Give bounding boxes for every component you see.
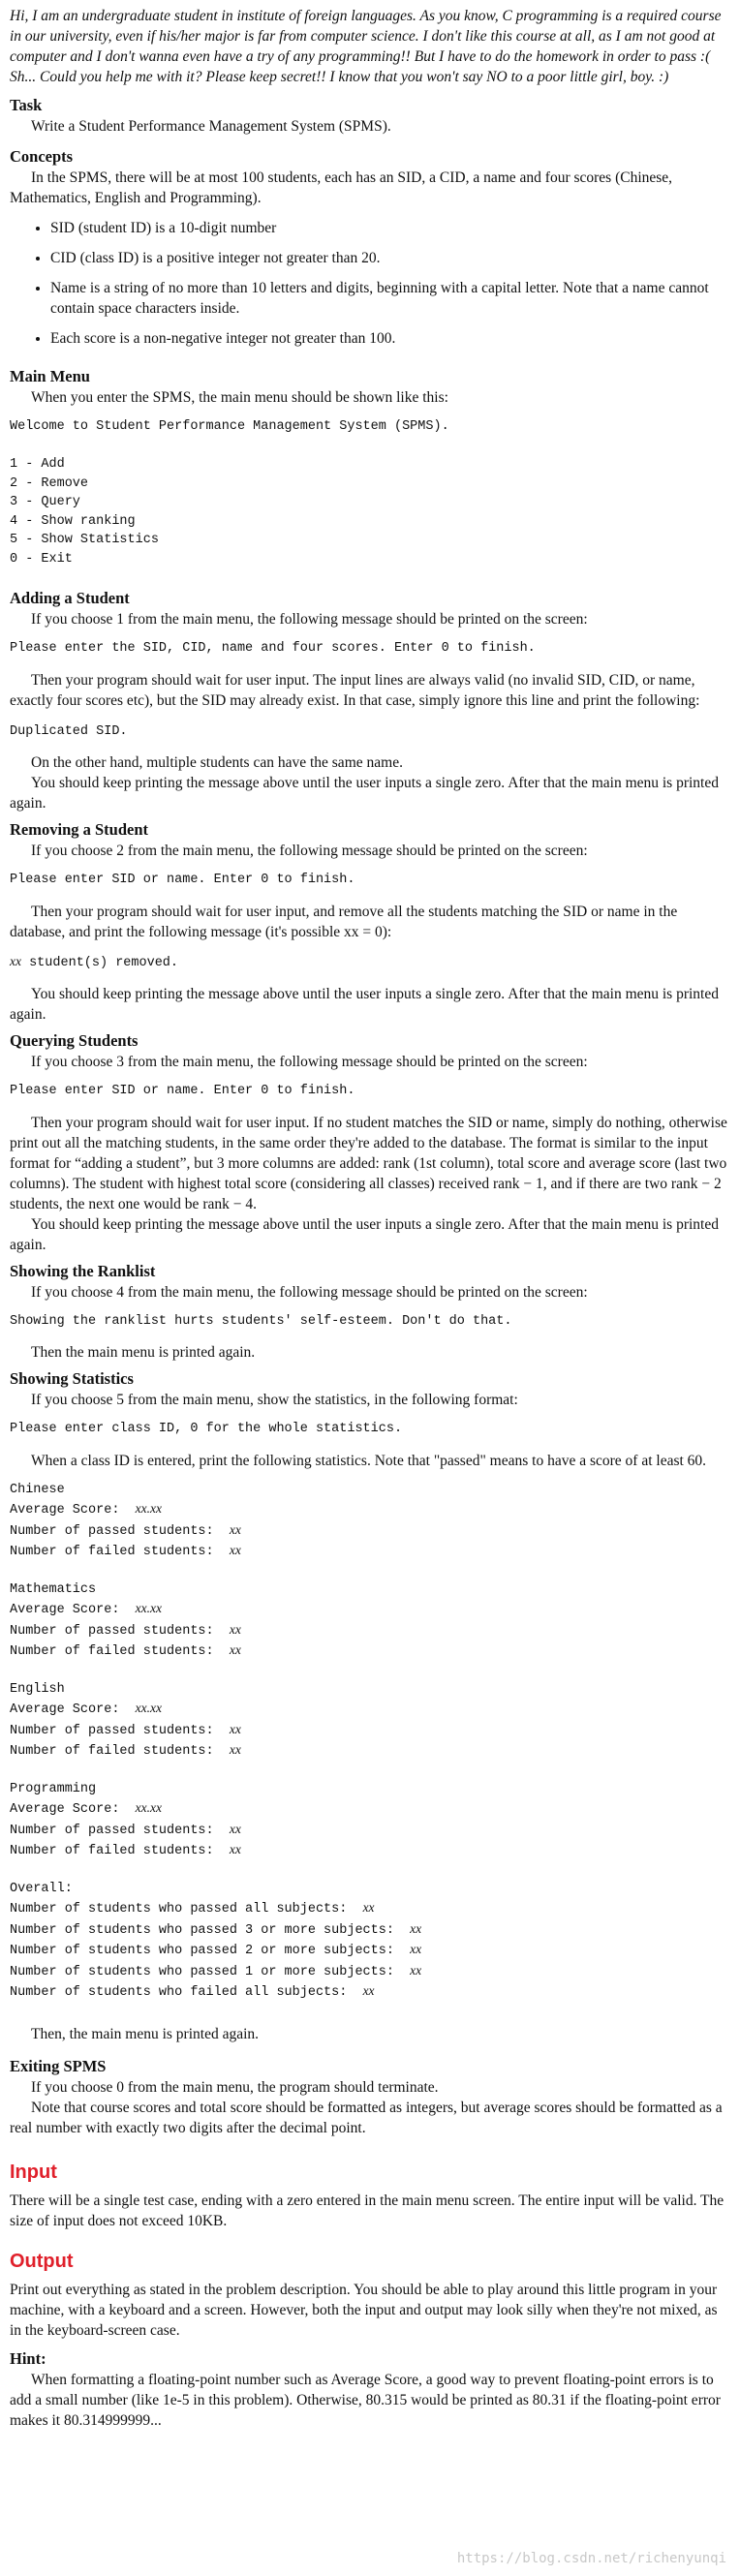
statistics-text-3: Then, the main menu is printed again. bbox=[31, 2025, 260, 2042]
overall-line-2: Number of students who passed 2 or more subjects: bbox=[10, 1944, 411, 1958]
removing-prompt-code: Please enter SID or name. Enter 0 to finish. bbox=[10, 873, 355, 887]
overall-block bbox=[10, 1880, 730, 2003]
querying-prompt-code: Please enter SID or name. Enter 0 to finish. bbox=[10, 1084, 355, 1098]
concept-item-cid: • CID (class ID) is a positive integer not greater than 20. bbox=[50, 248, 730, 268]
passed-label: Number of passed students: bbox=[10, 1623, 230, 1639]
subject-name: Programming bbox=[10, 1781, 97, 1796]
adding-text-2: Then your program should wait for user input. The input lines are always valid (no invalid SID, CID, or name, exactly four scores etc), but the SID may already exist. In that case, simply ignore this line and print the following: bbox=[10, 671, 700, 709]
overall-line-all: Number of students who passed all subjects: bbox=[10, 1902, 363, 1917]
overall-placeholder: xx bbox=[362, 1900, 375, 1915]
avg-label: Average Score: bbox=[10, 1702, 136, 1717]
removing-text: If you choose 2 from the main menu, the following message should be printed on the screen: bbox=[31, 843, 588, 859]
failed-placeholder: xx bbox=[229, 1842, 241, 1856]
hint-text: When formatting a floating-point number such as Average Score, a good way to prevent floating-point errors is to add a small number (like 1e-5 in this problem). Otherwise, 80.315 would be printed as 80.31 if the floating-point error makes it 80.314999999... bbox=[10, 2371, 721, 2429]
statistics-prompt-code: Please enter class ID, 0 for the whole statistics. bbox=[10, 1422, 403, 1436]
querying-text-2: Then your program should wait for user input. If no student matches the SID or name, simply do nothing, otherwise print out all the matching students, in the same order they're added to the database. The format is similar to the input format for “adding a student”, but 3 more columns are added: rank (1st column), total score and average score (last two columns). The student with highest total score (considering all classes) received rank − 1, and if there are two rank − 2 students, the next one would be rank − 4. bbox=[10, 1114, 727, 1212]
main-menu-text: When you enter the SPMS, the main menu should be shown like this: bbox=[31, 389, 448, 406]
subject-stats bbox=[10, 1481, 730, 2003]
task-heading: Task bbox=[10, 96, 43, 114]
removed-count-var: xx bbox=[10, 953, 21, 968]
ranklist-heading: Showing the Ranklist bbox=[10, 1261, 156, 1280]
failed-label: Number of failed students: bbox=[10, 1844, 230, 1858]
output-heading: Output bbox=[10, 2250, 74, 2272]
removing-text-2: Then your program should wait for user input, and remove all the students matching the SID or name in the database, and print the following message (it's possible xx = 0): bbox=[10, 903, 678, 940]
exiting-text-2: Note that course scores and total score should be formatted as integers, but average scores should be formatted as a real number with exactly two digits after the decimal point. bbox=[10, 2099, 723, 2136]
failed-placeholder: xx bbox=[229, 1742, 241, 1757]
adding-text-3: On the other hand, multiple students can have the same name. bbox=[31, 754, 403, 771]
concept-item-score: • Each score is a non-negative integer not greater than 100. bbox=[50, 328, 730, 349]
concepts-list bbox=[10, 218, 730, 349]
input-text: There will be a single test case, ending with a zero entered in the main menu screen. The entire input will be valid. The size of input does not exceed 10KB. bbox=[10, 2192, 725, 2229]
adding-prompt-code: Please enter the SID, CID, name and four scores. Enter 0 to finish. bbox=[10, 641, 536, 656]
passed-label: Number of passed students: bbox=[10, 1523, 230, 1539]
passed-label: Number of passed students: bbox=[10, 1823, 230, 1838]
passed-label: Number of passed students: bbox=[10, 1723, 230, 1738]
subject-name: Mathematics bbox=[10, 1581, 97, 1597]
concepts-text: In the SPMS, there will be at most 100 students, each has an SID, a CID, a name and four scores (Chinese, Mathematics, English and Programming). bbox=[10, 169, 673, 206]
adding-heading: Adding a Student bbox=[10, 589, 130, 607]
passed-placeholder: xx bbox=[229, 1821, 241, 1836]
querying-text-3: You should keep printing the message above until the user inputs a single zero. After that the main menu is printed again. bbox=[10, 1215, 719, 1253]
statistics-heading: Showing Statistics bbox=[10, 1369, 134, 1388]
avg-placeholder: xx.xx bbox=[135, 1800, 162, 1815]
overall-line-3: Number of students who passed 3 or more subjects: bbox=[10, 1922, 411, 1938]
passed-placeholder: xx bbox=[229, 1621, 241, 1637]
main-menu-code: Welcome to Student Performance Management System (SPMS). 1 - Add 2 - Remove 3 - Query 4 - Show ranking 5 - Show Statistics 0 - Exit bbox=[10, 419, 449, 567]
adding-text-4: You should keep printing the message above until the user inputs a single zero. After that the main menu is printed again. bbox=[10, 775, 719, 812]
avg-placeholder: xx.xx bbox=[135, 1601, 162, 1615]
duplicated-sid-code: Duplicated SID. bbox=[10, 723, 128, 739]
adding-text: If you choose 1 from the main menu, the following message should be printed on the screen: bbox=[31, 611, 588, 628]
removing-heading: Removing a Student bbox=[10, 820, 149, 839]
failed-placeholder: xx bbox=[229, 1543, 241, 1557]
passed-placeholder: xx bbox=[229, 1721, 241, 1736]
subject-block-mathematics bbox=[10, 1580, 730, 1662]
input-heading: Input bbox=[10, 2161, 57, 2183]
output-text: Print out everything as stated in the problem description. You should be able to play around this little program in your machine, with a keyboard and a screen. However, both the input and output may look silly when they're not mixed, as in the keyboard-screen case. bbox=[10, 2281, 718, 2339]
exiting-heading: Exiting SPMS bbox=[10, 2056, 107, 2075]
overall-title: Overall: bbox=[10, 1881, 73, 1896]
subject-block-english bbox=[10, 1680, 730, 1762]
subject-name: English bbox=[10, 1681, 65, 1697]
task-text: Write a Student Performance Management System (SPMS). bbox=[31, 118, 391, 135]
passed-placeholder: xx bbox=[229, 1521, 241, 1537]
avg-label: Average Score: bbox=[10, 1603, 136, 1617]
problem-statement bbox=[10, 6, 730, 2431]
ranklist-text: If you choose 4 from the main menu, the following message should be printed on the screen: bbox=[31, 1283, 588, 1301]
overall-line-failed: Number of students who failed all subjects: bbox=[10, 1985, 363, 2000]
failed-label: Number of failed students: bbox=[10, 1744, 230, 1759]
concept-item-name: • Name is a string of no more than 10 letters and digits, beginning with a capital letter. Note that a name cannot contain space characters inside. bbox=[50, 278, 730, 319]
intro-paragraph: Hi, I am an undergraduate student in institute of foreign languages. As you know, C programming is a required course in our university, even if his/her major is far from computer science. I don't like this course at all, as I am not good at computer and I don't wanna even have a try of any programming!! But I have to do the homework in order to pass :( Sh... Could you help me with it? Please keep secret!! I know that you won't say NO to a poor little girl, boy. :) bbox=[10, 8, 722, 85]
avg-placeholder: xx.xx bbox=[135, 1501, 162, 1516]
avg-label: Average Score: bbox=[10, 1802, 136, 1817]
ranklist-text-2: Then the main menu is printed again. bbox=[31, 1344, 256, 1361]
main-menu-heading: Main Menu bbox=[10, 367, 90, 385]
statistics-text-2: When a class ID is entered, print the following statistics. Note that "passed" means to have a score of at least 60. bbox=[31, 1452, 707, 1469]
overall-placeholder: xx bbox=[410, 1942, 422, 1956]
avg-label: Average Score: bbox=[10, 1503, 136, 1518]
querying-text: If you choose 3 from the main menu, the following message should be printed on the screen: bbox=[31, 1054, 588, 1070]
failed-label: Number of failed students: bbox=[10, 1644, 230, 1659]
hint-heading: Hint: bbox=[10, 2348, 46, 2368]
subject-block-programming bbox=[10, 1780, 730, 1861]
removed-count-text: student(s) removed. bbox=[20, 955, 179, 970]
removing-text-3: You should keep printing the message above until the user inputs a single zero. After that the main menu is printed again. bbox=[10, 986, 719, 1023]
querying-heading: Querying Students bbox=[10, 1031, 139, 1050]
failed-label: Number of failed students: bbox=[10, 1545, 230, 1559]
avg-placeholder: xx.xx bbox=[135, 1701, 162, 1715]
subject-name: Chinese bbox=[10, 1482, 65, 1497]
ranklist-code: Showing the ranklist hurts students' self-esteem. Don't do that. bbox=[10, 1313, 512, 1329]
overall-placeholder: xx bbox=[362, 1983, 375, 1998]
watermark: https://blog.csdn.net/richenyunqi bbox=[456, 2551, 726, 2566]
overall-line-1: Number of students who passed 1 or more subjects: bbox=[10, 1964, 411, 1979]
subject-block-chinese bbox=[10, 1481, 730, 1562]
failed-placeholder: xx bbox=[229, 1642, 241, 1657]
overall-placeholder: xx bbox=[410, 1920, 422, 1936]
removed-count-code bbox=[10, 952, 730, 973]
concept-item-sid: • SID (student ID) is a 10-digit number bbox=[50, 218, 730, 238]
concepts-heading: Concepts bbox=[10, 147, 74, 166]
overall-placeholder: xx bbox=[410, 1962, 422, 1978]
exiting-text: If you choose 0 from the main menu, the program should terminate. bbox=[31, 2078, 439, 2096]
statistics-text: If you choose 5 from the main menu, show the statistics, in the following format: bbox=[31, 1392, 518, 1408]
